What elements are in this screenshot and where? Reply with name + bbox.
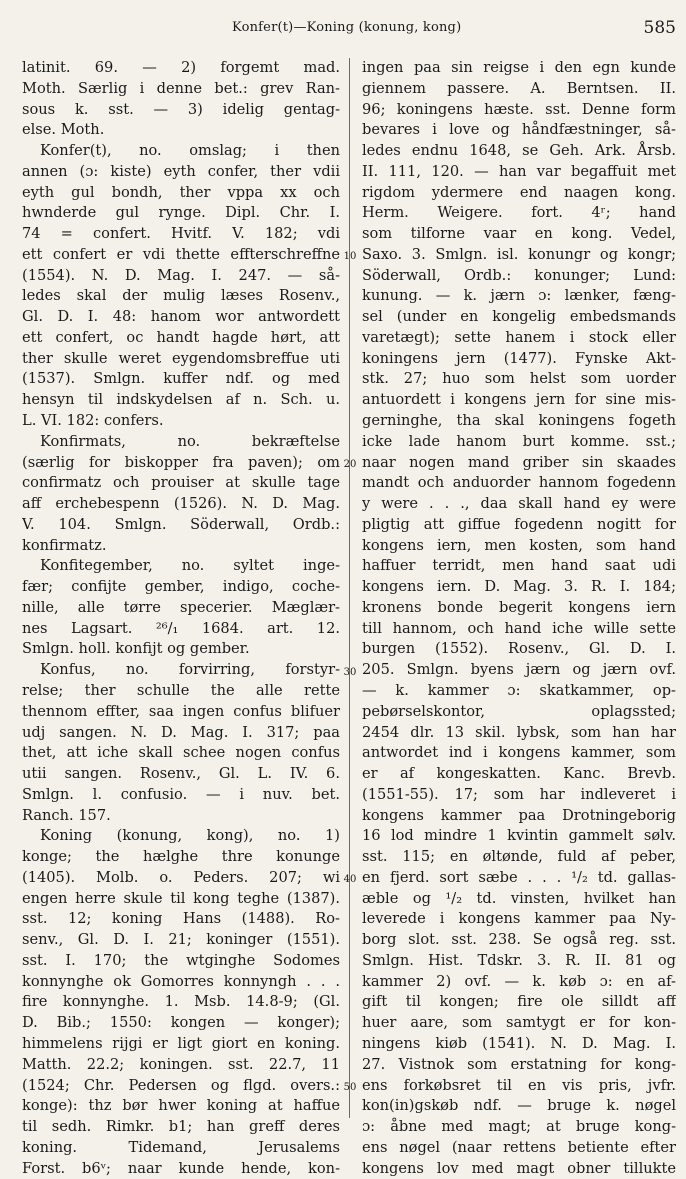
text-line: ledes endnu 1648, se Geh. Ark. Årsb. — [362, 142, 676, 160]
text-line: nes Lagsart. ²⁶/₁ 1684. art. 12. — [22, 619, 340, 637]
text-line: ens nøgel (naar rettens betiente efter — [362, 1138, 676, 1156]
text-line: ningens kiøb (1541). N. D. Mag. I. — [362, 1034, 676, 1052]
text-line: ingen paa sin reigse i den egn kunde — [362, 59, 676, 76]
text-line: antuordett i kongens jern for sine mis- — [362, 391, 676, 409]
text-line: konge): thz bør hwer koning at haffue — [22, 1097, 340, 1115]
text-line: Matth. 22.2; koningen. sst. 22.7, 11 — [22, 1055, 340, 1073]
text-line: Söderwall, Ordb.: konunger; Lund: — [362, 266, 676, 284]
text-line: relse; ther schulle the alle rette — [22, 681, 340, 699]
text-line: ett confert er vdi thette effterschreffne — [22, 245, 340, 263]
text-line: fær; confijte gember, indigo, coche- — [22, 578, 340, 596]
text-line: kongens iern, men kosten, som hand — [362, 536, 676, 554]
text-line: himmelens rijgi er ligt giort en koning. — [22, 1034, 340, 1052]
text-line: Saxo. 3. Smlgn. isl. konungr og kongr; — [362, 245, 676, 263]
text-line: kongens kammer paa Drotningeborig — [362, 806, 676, 824]
text-line: huer aare, som samtygt er for kon- — [362, 1014, 676, 1032]
text-line: sst. 115; en øltønde, fuld af peber, — [362, 848, 676, 866]
line-number: 40 — [343, 874, 357, 886]
text-line: aff erchebespenn (1526). N. D. Mag. — [22, 495, 340, 513]
text-line: 16 lod mindre 1 kvintin gammelt sølv. — [362, 827, 676, 845]
text-line: koning. Tidemand, Jerusalems — [22, 1138, 340, 1156]
page-number: 585 — [643, 18, 676, 38]
text-line: hensyn til indskydelsen af n. Sch. u. — [22, 391, 340, 409]
text-line: kammer 2) ovf. — k. køb ɔ: en af- — [362, 972, 676, 990]
text-line: Ranch. 157. — [22, 806, 111, 824]
text-line: kongens iern. D. Mag. 3. R. I. 184; — [362, 578, 676, 596]
text-line: sel (under en kongelig embedsmands — [362, 308, 676, 326]
text-line: ɔ: åbne med magt; at bruge kong- — [362, 1118, 676, 1136]
column-divider — [349, 58, 350, 1118]
text-line: ens forkøbsret til en vis pris, jvfr. — [362, 1076, 676, 1094]
line-number: 20 — [343, 458, 357, 470]
text-line: bevares i love og håndfæstninger, så- — [362, 121, 676, 139]
line-number: 10 — [343, 251, 357, 263]
text-line: rigdom ydermere end naagen kong. — [362, 183, 676, 201]
text-line: konfirmatz. — [22, 536, 107, 554]
text-line: æble og ¹/₂ td. vinsten, hvilket han — [362, 889, 676, 907]
text-line: koningens jern (1477). Fynske Akt- — [362, 349, 676, 367]
text-line: L. VI. 182: confers. — [22, 412, 164, 430]
text-line: confirmatz och prouiser at skulle tage — [22, 474, 340, 492]
right-column — [362, 58, 676, 1179]
text-line: sst. I. 170; the wtginghe Sodomes — [22, 951, 340, 969]
text-line: 27. Vistnok som erstatning for kong- — [362, 1055, 676, 1073]
text-line: ledes skal der mulig læses Rosenv., — [22, 287, 340, 305]
text-line: Moth. Særlig i denne bet.: grev Ran- — [22, 79, 340, 97]
text-line: till hannom, och hand iche wille sette — [362, 619, 676, 637]
text-line: V. 104. Smlgn. Söderwall, Ordb.: — [22, 515, 340, 533]
text-line: naar nogen mand griber sin skaades — [362, 453, 676, 471]
text-line: Konfer(t), no. omslag; i then — [40, 142, 340, 160]
text-line: (1405). Molb. o. Peders. 207; wi — [22, 868, 340, 886]
text-line: Gl. D. I. 48: hanom wor antwordett — [22, 308, 340, 326]
text-line: mandt och anduorder hannom fogedenn — [362, 474, 676, 492]
text-line: annen (ɔ: kiste) eyth confer, ther vdii — [22, 162, 340, 180]
text-line: (1524; Chr. Pedersen og flgd. overs.: — [22, 1076, 340, 1094]
text-line: sst. 12; koning Hans (1488). Ro- — [22, 910, 340, 928]
text-line: D. Bib.; 1550: kongen — konger); — [22, 1014, 340, 1032]
text-line: latinit. 69. — 2) forgemt mad. — [22, 59, 340, 76]
text-line: varetægt); sette hanem i stock eller — [362, 328, 676, 346]
text-line: udj sangen. N. D. Mag. I. 317; paa — [22, 723, 340, 741]
text-line: Forst. b6ᵛ; naar kunde hende, kon- — [22, 1159, 340, 1177]
line-number: 50 — [343, 1082, 357, 1094]
text-line: pligtig att giffue fogedenn nogitt for — [362, 515, 676, 533]
text-line: haffuer terridt, men hand saat udi — [362, 557, 676, 575]
text-line: konge; the hælghe thre konunge — [22, 848, 340, 866]
line-number: 30 — [343, 666, 357, 678]
text-line: sous k. sst. — 3) idelig gentag- — [22, 100, 340, 118]
text-line: II. 111, 120. — han var begaffuit met — [362, 162, 676, 180]
text-line: (1554). N. D. Mag. I. 247. — så- — [22, 266, 340, 284]
text-line: Konfus, no. forvirring, forstyr- — [40, 661, 340, 679]
text-line: — k. kammer ɔ: skatkammer, op- — [362, 681, 676, 699]
text-line: kon(in)gskøb ndf. — bruge k. nøgel — [362, 1097, 676, 1115]
text-line: Smlgn. Hist. Tdskr. 3. R. II. 81 og — [362, 951, 676, 969]
page-header — [0, 18, 686, 42]
text-line: fire konnynghe. 1. Msb. 14.8-9; (Gl. — [22, 993, 340, 1011]
text-line: hwnderde gul rynge. Dipl. Chr. I. — [22, 204, 340, 222]
text-line: kronens bonde begerit kongens iern — [362, 598, 676, 616]
text-line: senv., Gl. D. I. 21; koninger (1551). — [22, 931, 340, 949]
text-line: 96; koningens hæste. sst. Denne form — [362, 100, 676, 118]
text-line: gerninghe, tha skal koningens fogeth — [362, 412, 676, 430]
text-line: Koning (konung, kong), no. 1) — [40, 827, 340, 845]
text-line: burgen (1552). Rosenv., Gl. D. I. — [362, 640, 676, 658]
text-line: utii sangen. Rosenv., Gl. L. IV. 6. — [22, 765, 340, 783]
text-line: thet, att iche skall schee nogen confus — [22, 744, 340, 762]
text-line: som tilforne vaar en kong. Vedel, — [362, 225, 676, 243]
text-line: en fjerd. sort sæbe . . . ¹/₂ td. gallas- — [362, 868, 676, 886]
text-line: Konfirmats, no. bekræftelse — [40, 432, 340, 450]
text-line: (særlig for biskopper fra paven); om — [22, 453, 340, 471]
text-line: pebørselskontor, oplagssted; — [362, 702, 676, 720]
text-line: til sedh. Rimkr. b1; han greff deres — [22, 1118, 340, 1136]
text-line: antwordet ind i kongens kammer, som — [362, 744, 676, 762]
left-column — [22, 58, 340, 1179]
text-line: leverede i kongens kammer paa Ny- — [362, 910, 676, 928]
text-line: gift til kongen; fire ole silldt aff — [362, 993, 676, 1011]
text-line: ett confert, oc handt hagde hørt, att — [22, 328, 340, 346]
text-line: y were . . ., daa skall hand ey were — [362, 495, 676, 513]
text-line: stk. 27; huo som helst som uorder — [362, 370, 676, 388]
text-line: (1551-55). 17; som har indleveret i — [362, 785, 676, 803]
text-line: er af kongeskatten. Kanc. Brevb. — [362, 765, 676, 783]
text-line: 205. Smlgn. byens jærn og jærn ovf. — [362, 661, 676, 679]
text-line: nille, alle tørre specerier. Mæglær- — [22, 598, 340, 616]
text-line: giennem passere. A. Berntsen. II. — [362, 79, 676, 97]
text-line: kunung. — k. jærn ɔ: lænker, fæng- — [362, 287, 676, 305]
text-line: Herm. Weigere. fort. 4ʳ; hand — [362, 204, 676, 222]
text-line: Smlgn. l. confusio. — i nuv. bet. — [22, 785, 340, 803]
text-line: konnynghe ok Gomorres konnyngh . . . — [22, 972, 340, 990]
text-line: Smlgn. holl. konfijt og gember. — [22, 640, 250, 658]
text-line: 2454 dlr. 13 skil. lybsk, som han har — [362, 723, 676, 741]
text-line: engen herre skule til kong teghe (1387). — [22, 889, 340, 907]
text-line: else. Moth. — [22, 121, 105, 139]
text-line: 74 = confert. Hvitf. V. 182; vdi — [22, 225, 340, 243]
running-head: Konfer(t)—Koning (konung, kong) — [232, 20, 462, 35]
text-line: eyth gul bondh, ther vppa xx och — [22, 183, 340, 201]
text-line: (1537). Smlgn. kuffer ndf. og med — [22, 370, 340, 388]
text-line: Konfitegember, no. syltet inge- — [40, 557, 340, 575]
text-line: kongens lov med magt obner tillukte — [362, 1159, 676, 1177]
text-line: borg slot. sst. 238. Se også reg. sst. — [362, 931, 676, 949]
text-line: thennom effter, saa ingen confus blifuer — [22, 702, 340, 720]
text-line: icke lade hanom burt komme. sst.; — [362, 432, 676, 450]
text-line: ther skulle weret eygendomsbreffue uti — [22, 349, 340, 367]
